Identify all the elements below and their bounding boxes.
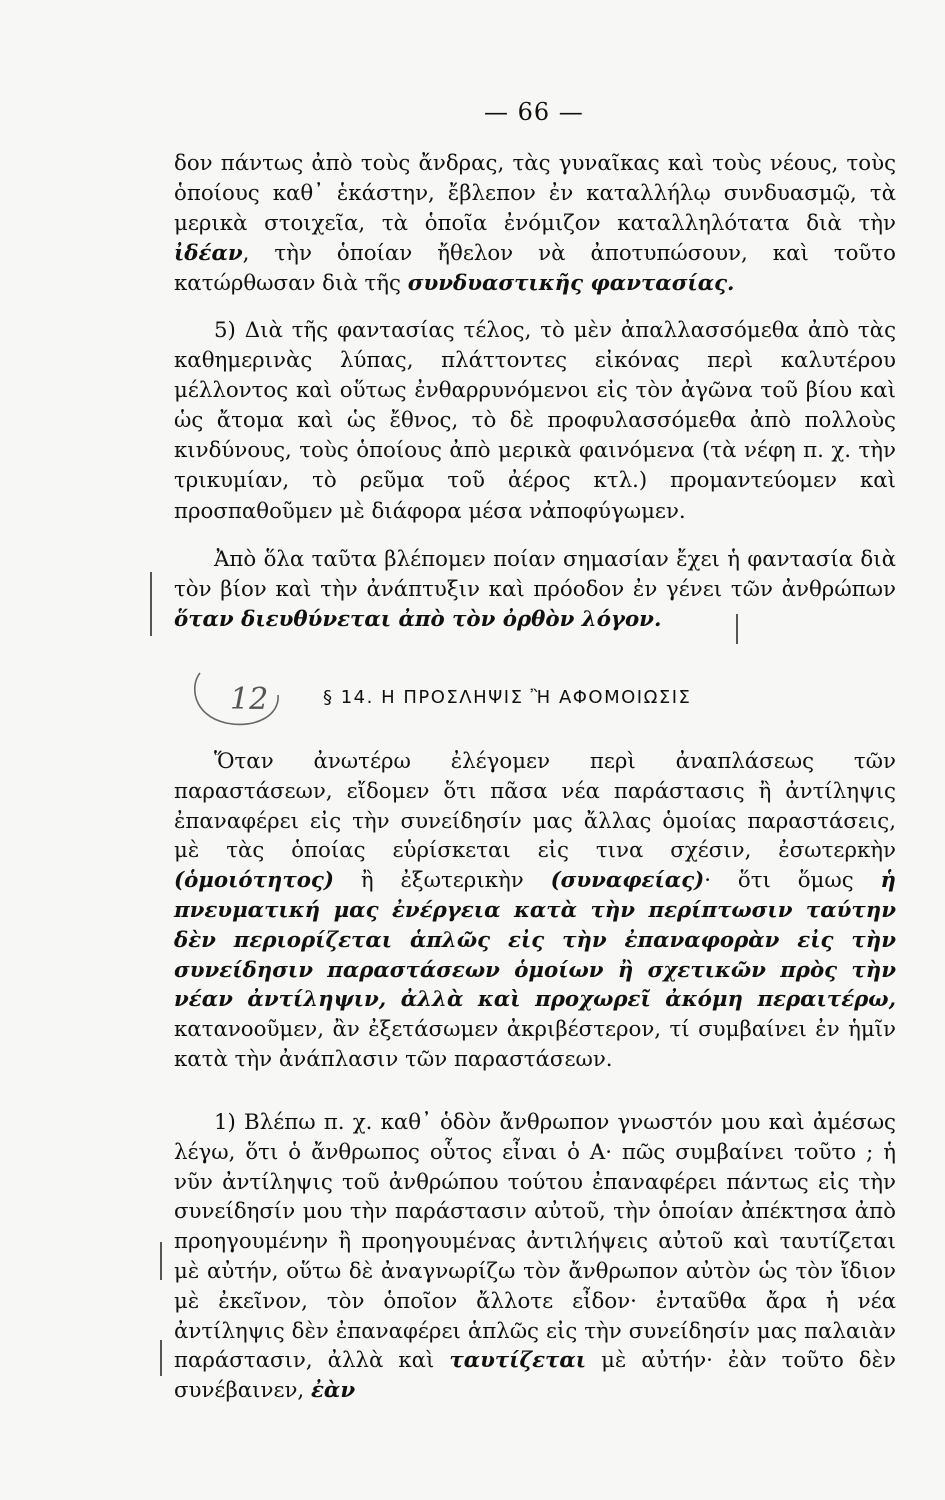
emphasis-if: ἐὰν <box>310 1378 356 1404</box>
paragraph-text: Ἀπὸ ὅλα ταῦτα βλέπομεν ποίαν σημασίαν ἔχει ἡ φαντασία διὰ τὸν βίον καὶ τὴν ἀνάπτυξιν καὶ πρόοδον ἐν γένει τῶν ἀνθρώπων <box>174 547 896 603</box>
margin-pencil-mark <box>160 1242 162 1280</box>
paragraph-text: κατανοοῦμεν, ἂν ἐξετάσωμεν ἀκριβέστερον, τί συμβαίνει ἐν ἡμῖν κατὰ τὴν ἀνάπλασιν τῶν παραστάσεων. <box>174 1017 896 1072</box>
paragraph-text: 5) Διὰ τῆς φαντασίας τέλος, τὸ μὲν ἀπαλλασσόμεθα ἀπὸ τὰς καθημερινὰς λύπας, πλάττοντες εἰκόνας περὶ καλυτέρου μέλλοντος καὶ οὕτως ἐνθαρρυνόμενοι εἰς τὸν ἀγῶνα τοῦ βίου καὶ ὡς ἄτομα καὶ ὡς ἔθνος, τὸ δὲ προφυλασσόμεθα ἀπὸ πολλοὺς κινδύνους, τοὺς ὁποίους ἀπὸ μερικὰ φαινόμενα (τὰ νέφη π. χ. τὴν τρικυμίαν, τὸ ρεῦμα τοῦ ἀέρος κτλ.) προμαντεύομεν καὶ προσπαθοῦμεν μὲ διάφορα μέσα νἀποφύγωμεν. <box>174 318 896 524</box>
paragraph-text: ἢ ἐξωτερικὴν <box>333 868 551 894</box>
paragraph-text: 1) Βλέπω π. χ. καθ᾽ ὁδὸν ἄνθρωπον γνωστόν μου καὶ ἀμέσως λέγω, ὅτι ὁ ἄνθρωπος οὗτος εἶναι ὁ Α· πῶς συμβαίνει τοῦτο ; ἡ νῦν ἀντίληψις τοῦ ἀνθρώπου τούτου ἐπαναφέρει πάντως εἰς τὴν συνείδησίν μου τὴν παράστασιν αὐτοῦ, τὴν ὁποίαν ἀπέκτησα ἀπὸ προηγουμένην ἢ προηγουμένας ἀντιλήψεις αὐτοῦ καὶ ταυτίζεται μὲ αὐτήν, οὕτω δὲ ἀναγνωρίζω τὸν ἄνθρωπον αὐτὸν ὡς τὸν ἴδιον μὲ ἐκεῖνον, τὸν ὁποῖον ἄλλοτε εἶδον· ἐνταῦθα ἄρα ἡ νέα ἀντίληψις δὲν ἐπαναφέρει ἁπλῶς εἰς τὴν συνείδησίν μας παλαιὰν παράστασιν, ἀλλὰ καὶ <box>174 1110 896 1374</box>
paragraph-text: μὲ αὐτήν· ἐὰν τοῦτο δὲν συνέβαινεν, <box>174 1348 896 1404</box>
emphasis-combinatory-imagination: συνδυαστικῆς φαντασίας. <box>407 271 735 297</box>
emphasis-contiguity: (συναφείας) <box>550 868 705 894</box>
margin-pencil-mark <box>150 572 152 636</box>
emphasis-right-reason: ὅταν διευθύνεται ἀπὸ τὸν ὀρθὸν λόγον. <box>174 607 662 633</box>
handwritten-number: 12 <box>230 682 269 717</box>
section-heading: § 14. Η ΠΡΟΣΛΗΨΙΣ Ἢ ΑΦΟΜΟΙΩΣΙΣ <box>323 687 692 708</box>
paragraph-text: , τὴν ὁποίαν ἤθελον νὰ ἀποτυπώσουν, καὶ τοῦτο κατώρθωσαν διὰ τῆς <box>174 241 896 297</box>
emphasis-mental-activity: ἡ πνευματική μας ἐνέργεια κατὰ τὴν περίπτωσιν ταύτην δὲν περιορίζεται ἁπλῶς εἰς τὴν ἐπαναφορὰν εἰς τὴν συνείδησιν παραστάσεων ὁμοίων ἢ σχετικῶν πρὸς τὴν νέαν ἀντίληψιν, ἀλλὰ καὶ προχωρεῖ ἀκόμη περαιτέρω, <box>174 868 896 1013</box>
paragraph-5 <box>174 316 896 527</box>
paragraph-text: · ὅτι ὅμως <box>704 868 881 894</box>
emphasis-similarity: (ὁμοιότητος) <box>174 868 334 894</box>
emphasis-idea: ἰδέαν <box>174 241 243 267</box>
paragraph-text: δον πάντως ἀπὸ τοὺς ἄνδρας, τὰς γυναῖκας καὶ τοὺς νέους, τοὺς ὁποίους καθ᾽ ἑκάστην, ἔβλεπον ἐν καταλλήλῳ συνδυασμῷ, τὰ μερικὰ στοιχεῖα, τὰ ὁποῖα ἐνόμιζον καταλληλότατα διὰ τὴν <box>174 151 896 237</box>
page-number: — 66 — <box>484 98 584 126</box>
paragraph-text: Ὅταν ἀνωτέρω ἐλέγομεν περὶ ἀναπλάσεως τῶν παραστάσεων, εἴδομεν ὅτι πᾶσα νέα παράστασις ἢ ἀντίληψις ἐπαναφέρει εἰς τὴν συνείδησίν μας ἄλλας ὁμοίας παραστάσεις, μὲ τὰς ὁποίας εὑρίσκεται εἰς τινα σχέσιν, ἐσωτερκὴν <box>174 749 896 864</box>
handwritten-circled-number <box>186 665 286 735</box>
emphasis-identified: ταυτίζεται <box>449 1348 587 1374</box>
paragraph-continuation <box>174 149 896 299</box>
paragraph-summary <box>174 545 896 635</box>
paragraph-example-1 <box>174 1108 896 1406</box>
paragraph-section-intro <box>174 747 896 1075</box>
margin-pencil-mark <box>736 614 738 644</box>
margin-pencil-mark <box>160 1340 162 1376</box>
